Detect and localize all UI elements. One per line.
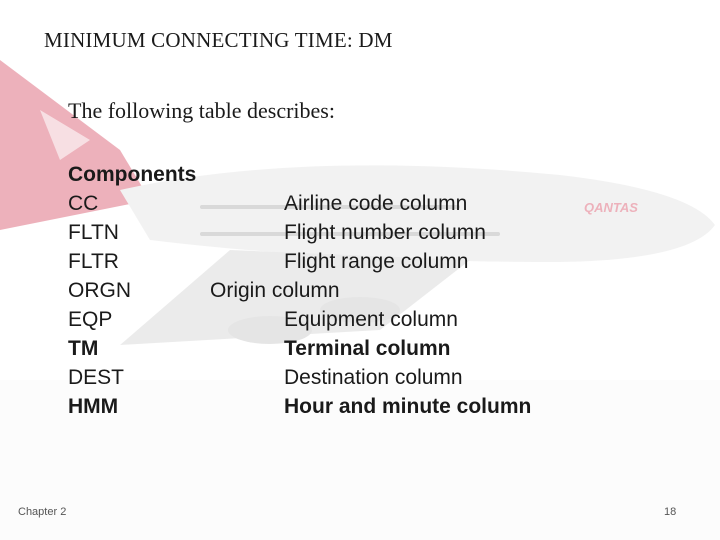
component-description: Equipment column <box>284 308 458 331</box>
component-description: Flight range column <box>284 250 469 273</box>
table-row <box>68 334 628 363</box>
table-row <box>68 189 628 218</box>
component-code: EQP <box>68 308 113 331</box>
component-description: Airline code column <box>284 192 468 215</box>
component-description: Hour and minute column <box>284 395 532 418</box>
components-table <box>68 160 628 421</box>
table-row <box>68 276 628 305</box>
chapter-footer: Chapter 2 <box>18 506 67 518</box>
page-number: 18 <box>664 506 677 518</box>
component-code: CC <box>68 192 99 215</box>
component-code: HMM <box>68 395 119 418</box>
component-code: FLTR <box>68 250 119 273</box>
component-description: Destination column <box>284 366 463 389</box>
airline-logo-text: QANTAS <box>584 200 638 215</box>
slide-title: MINIMUM CONNECTING TIME: DM <box>44 28 393 52</box>
component-code: TM <box>68 337 99 360</box>
table-row <box>68 392 628 421</box>
component-description: Terminal column <box>284 337 451 360</box>
table-row <box>68 305 628 334</box>
component-code: DEST <box>68 366 125 389</box>
component-code: ORGN <box>68 279 131 302</box>
table-row <box>68 247 628 276</box>
slide-subtitle: The following table describes: <box>68 98 335 123</box>
component-description: Origin column <box>210 279 340 302</box>
component-description: Flight number column <box>284 221 486 244</box>
table-row <box>68 363 628 392</box>
components-heading: Components <box>68 163 197 186</box>
component-code: FLTN <box>68 221 119 244</box>
table-row <box>68 218 628 247</box>
